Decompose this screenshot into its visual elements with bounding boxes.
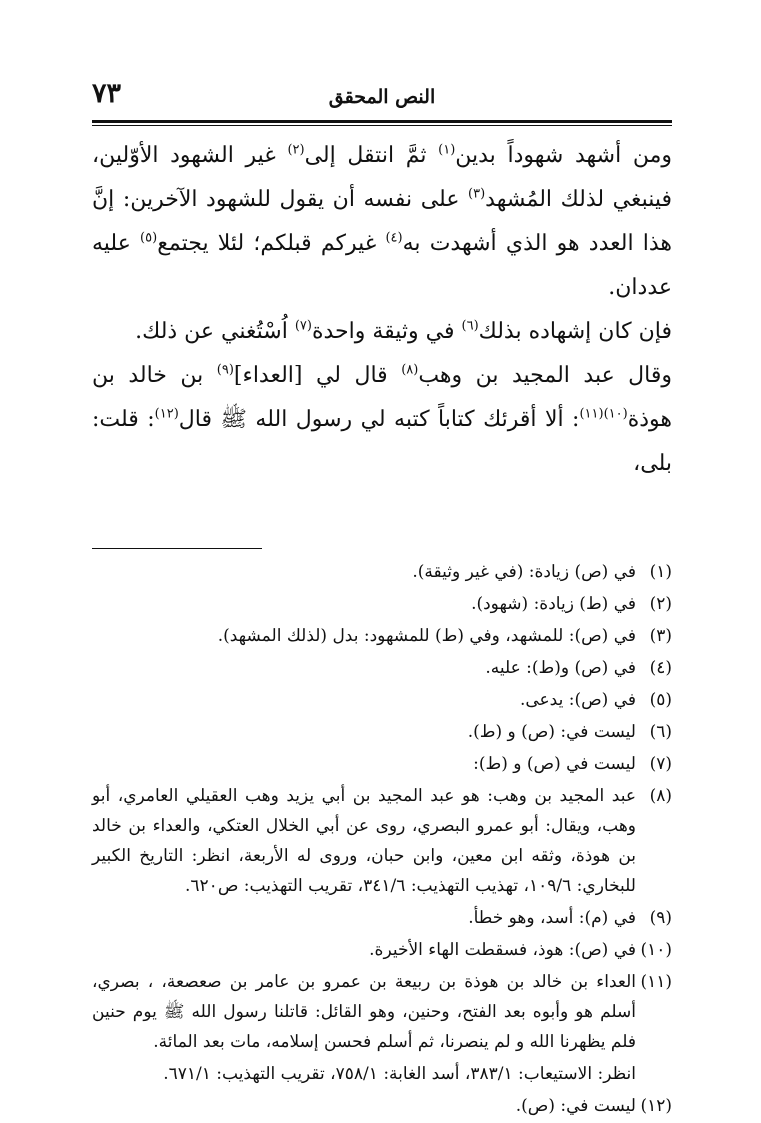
footnote-number: (٢) [649, 594, 672, 614]
footnotes [92, 557, 672, 1121]
footnote [92, 935, 672, 965]
running-title: النص المحقق [328, 86, 436, 108]
footnote-text: عبد المجيد بن وهب: هو عبد المجيد بن أبي يزيد وهب العقيلي العامري، أبو وهب، ويقال: أبو عمرو البصري، روى عن أبي الخلال العتكي، والعداء بن خالد بن هوذة، وثقه ابن معين، وابن حبان، وروى له الأربعة، انظر: التاريخ الكبير للبخاري: ١٠٩/٦، تهذيب التهذيب: ٣٤١/٦، تقريب التهذيب: ص٦٢٠. [92, 786, 636, 896]
footnote [92, 781, 672, 901]
footnote-reference: (٦) [461, 318, 479, 334]
footnote [92, 589, 672, 619]
footnote-continuation: انظر: الاستيعاب: ٣٨٣/١، أسد الغابة: ٧٥٨/١، تقريب التهذيب: ٦٧١/١. [163, 1064, 636, 1084]
footnote [92, 1091, 672, 1121]
footnote-text: في (م): أسد، وهو خطأ. [468, 908, 636, 928]
footnote-text: في (ص) زيادة: (في غير وثيقة). [412, 562, 636, 582]
footnote-text: في (ص): يدعى. [519, 690, 636, 710]
body-text: ومن أشهد شهوداً بدين [455, 143, 672, 168]
header-rule-thin [92, 125, 672, 126]
body-text: ثمَّ انتقل إلى [304, 143, 439, 168]
footnote-text: العداء بن خالد بن هوذة بن ربيعة بن عمرو بن عامر بن صعصعة، ، بصري، أسلم هو وأبوه بعد الفتح، وحنين، وهو القائل: قاتلنا رسول الله ﷺ يوم حنين فلم يظهرنا الله و لم ينصرنا، ثم أسلم فحسن إسلامه، مات بعد المائة. [92, 972, 636, 1052]
body-text: : قلت: بلى، [92, 407, 672, 476]
footnote-number: (٥) [649, 690, 672, 710]
footnote-reference: (٩) [216, 362, 234, 378]
body-text: اُسْتُغني عن ذلك. [135, 319, 295, 344]
footnote-number: (٧) [649, 754, 672, 774]
header-rule [92, 120, 672, 123]
body-text: بن خالد بن هوذة [92, 363, 672, 432]
footnote-reference: (١) [438, 142, 456, 158]
footnote-number: (٨) [649, 786, 672, 806]
footnote [92, 903, 672, 933]
body-text: على نفسه أن يقول للشهود الآخرين: إنَّ هذا العدد هو الذي أشهدت به [92, 187, 673, 256]
main-text [92, 134, 672, 486]
footnote-text: ليست في (ص) و (ط): [473, 754, 636, 774]
page-header [92, 78, 672, 118]
footnote-number: (٩) [649, 908, 672, 928]
body-text: : ألا أقرئك كتاباً كتبه لي رسول الله ﷺ قال [178, 407, 580, 432]
footnote-text: في (ط) زيادة: (شهود). [471, 594, 636, 614]
footnote-text: في (ص): للمشهد، وفي (ط) للمشهود: بدل (لذلك المشهد). [217, 626, 636, 646]
footnote [92, 653, 672, 683]
footnote [92, 749, 672, 779]
footnote [92, 557, 672, 587]
footnote-reference: (٥) [140, 230, 158, 246]
footnote-reference: (٢) [287, 142, 305, 158]
body-text: غير الشهود الأوّلين، فينبغي لذلك المُشهد [92, 143, 673, 212]
footnote-reference: (١٠)(١١) [579, 406, 628, 422]
body-text: وقال عبد المجيد بن وهب [418, 363, 673, 388]
body-paragraph [92, 354, 672, 486]
footnote-reference: (٣) [468, 186, 486, 202]
page-number: ٧٣ [92, 78, 122, 109]
body-text: في وثيقة واحدة [311, 319, 462, 344]
book-page [92, 78, 672, 1123]
footnote-number: (١١) [640, 972, 672, 992]
body-paragraph [92, 134, 672, 310]
footnote-number: (٤) [649, 658, 672, 678]
footnote-text: في (ص): هوذ، فسقطت الهاء الأخيرة. [369, 940, 636, 960]
body-text: غيركم قبلكم؛ لئلا يجتمع [157, 231, 386, 256]
footnote-number: (٦) [649, 722, 672, 742]
footnote-number: (٣) [649, 626, 672, 646]
footnote-reference: (٧) [294, 318, 312, 334]
footnote [92, 685, 672, 715]
body-text: فإن كان إشهاده بذلك [478, 319, 672, 344]
footnote [92, 967, 672, 1057]
footnote-text: في (ص) و(ط): عليه. [485, 658, 636, 678]
body-text: قال لي [العداء] [233, 363, 402, 388]
footnote-separator [92, 548, 262, 549]
body-paragraph [92, 310, 672, 354]
footnote-reference: (٤) [385, 230, 403, 246]
footnote-reference: (٨) [401, 362, 419, 378]
body-text: عليه عددان. [92, 231, 672, 300]
footnote-number: (١) [649, 562, 672, 582]
footnote-text: ليست في: (ص) و (ط). [467, 722, 636, 742]
footnote [92, 717, 672, 747]
footnote-text: ليست في: (ص). [515, 1096, 636, 1116]
footnote-number: (١٠) [640, 940, 672, 960]
footnote-reference: (١٢) [154, 406, 179, 422]
footnote-number: (١٢) [640, 1096, 672, 1116]
footnote [92, 621, 672, 651]
